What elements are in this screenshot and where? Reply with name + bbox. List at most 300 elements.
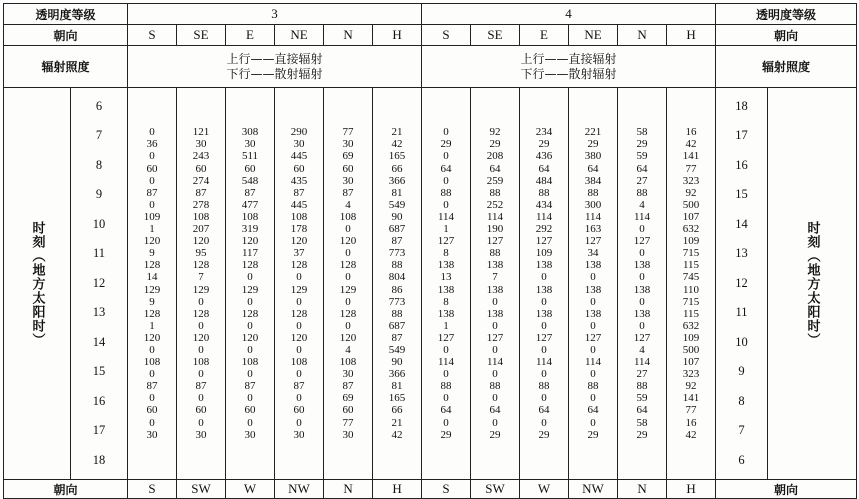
radiation-cell [128, 417, 176, 441]
radiation-cell [177, 247, 225, 271]
diffuse-value: 114 [486, 210, 504, 223]
radiation-cell [471, 392, 519, 416]
radiation-cell [667, 296, 715, 320]
radiation-cell [667, 417, 715, 441]
radiation-cell [275, 392, 323, 416]
radiation-cell [275, 320, 323, 344]
diffuse-value: 138 [584, 259, 602, 272]
diffuse-value: 114 [437, 210, 455, 223]
diffuse-value: 29 [636, 428, 648, 441]
diffuse-value: 88 [538, 380, 550, 393]
hour-right-cell: 15 [735, 187, 748, 202]
direct-value: 0 [590, 392, 596, 405]
diffuse-value: 120 [339, 235, 357, 248]
radiation-cell [226, 392, 274, 416]
diffuse-value: 64 [440, 162, 452, 175]
diffuse-value: 60 [244, 404, 256, 417]
radiation-cell [275, 417, 323, 441]
orientation-label-left: 朝向 [4, 25, 128, 46]
diffuse-value: 29 [489, 428, 501, 441]
direct-value: 16 [685, 416, 697, 429]
diffuse-value: 107 [682, 210, 700, 223]
hour-right-cell: 10 [735, 334, 748, 349]
data-row [4, 88, 857, 480]
radiation-cell [324, 417, 372, 441]
direct-value: 0 [541, 271, 547, 284]
radiation-cell [128, 320, 176, 344]
radiation-cell [471, 126, 519, 150]
direct-value: 0 [296, 392, 302, 405]
radiation-cell [520, 223, 568, 247]
column-l3-S [128, 88, 177, 480]
hour-right-cell: 6 [738, 452, 745, 467]
radiation-cell [128, 392, 176, 416]
direct-value: 7 [198, 271, 204, 284]
direct-value: 0 [296, 295, 302, 308]
column-l4-H [667, 88, 716, 480]
direct-value: 0 [541, 295, 547, 308]
direct-value: 0 [492, 295, 498, 308]
radiation-cell [128, 223, 176, 247]
direct-value: 445 [290, 198, 308, 211]
diffuse-value: 138 [633, 259, 651, 272]
diffuse-value: 129 [143, 283, 161, 296]
direct-value: 500 [682, 343, 700, 356]
radiation-cell [275, 368, 323, 392]
direct-value: 0 [639, 223, 645, 236]
radiation-cell [324, 392, 372, 416]
radiation-cell [520, 175, 568, 199]
radiation-cell [177, 344, 225, 368]
direct-value: 0 [590, 343, 596, 356]
radiation-cell [471, 344, 519, 368]
diffuse-value: 87 [195, 186, 207, 199]
diffuse-value: 30 [244, 138, 256, 151]
radiation-cell [177, 392, 225, 416]
diffuse-value: 87 [146, 380, 158, 393]
diffuse-value: 81 [391, 380, 403, 393]
diffuse-value: 60 [342, 162, 354, 175]
direct-value: 59 [636, 150, 648, 163]
direct-value: 0 [541, 343, 547, 356]
diffuse-value: 138 [633, 283, 651, 296]
diffuse-value: 29 [440, 138, 452, 151]
level-4-header: 4 [422, 4, 716, 25]
radiation-cell [324, 296, 372, 320]
direct-value: 190 [486, 223, 504, 236]
radiation-cell [471, 320, 519, 344]
radiation-cell [226, 344, 274, 368]
diffuse-value: 127 [437, 235, 455, 248]
diffuse-value: 138 [437, 307, 455, 320]
diffuse-value: 64 [440, 404, 452, 417]
radiation-cell [569, 271, 617, 295]
direct-value: 0 [296, 319, 302, 332]
diffuse-value: 29 [489, 138, 501, 151]
direct-value: 0 [345, 295, 351, 308]
diffuse-value: 29 [587, 428, 599, 441]
direct-value: 804 [388, 271, 406, 284]
direct-value: 745 [682, 271, 700, 284]
diffuse-value: 29 [636, 138, 648, 151]
orient-bottom-l4: SW [471, 480, 520, 499]
radiation-cell [667, 392, 715, 416]
diffuse-value: 120 [192, 331, 210, 344]
radiation-cell [226, 320, 274, 344]
radiation-cell [324, 271, 372, 295]
diffuse-value: 109 [143, 210, 161, 223]
radiation-label-right: 辐射照度 [716, 46, 857, 88]
diffuse-value: 77 [685, 162, 697, 175]
direct-value: 163 [584, 223, 602, 236]
radiation-cell [618, 247, 666, 271]
diffuse-value: 120 [143, 235, 161, 248]
hour-right-cell: 18 [735, 98, 748, 113]
direct-value: 366 [388, 174, 406, 187]
radiation-cell [128, 247, 176, 271]
radiation-cell [324, 223, 372, 247]
diffuse-value: 87 [244, 186, 256, 199]
direct-value: 0 [590, 368, 596, 381]
column-l4-E [520, 88, 569, 480]
direct-value: 4 [639, 343, 645, 356]
direct-value: 292 [535, 223, 553, 236]
radiation-cell [520, 392, 568, 416]
radiation-cell [177, 368, 225, 392]
direct-value: 308 [241, 126, 259, 139]
radiation-cell [667, 126, 715, 150]
radiation-cell [618, 223, 666, 247]
direct-value: 0 [149, 174, 155, 187]
column-l4-N [618, 88, 667, 480]
orient-bottom-l4: S [422, 480, 471, 499]
direct-value: 95 [195, 247, 207, 260]
direct-value: 30 [342, 174, 354, 187]
hour-right-cell: 11 [735, 305, 748, 320]
radiation-cell [373, 392, 421, 416]
direct-value: 4 [639, 198, 645, 211]
radiation-cell [226, 368, 274, 392]
direct-value: 4 [345, 343, 351, 356]
orient-top-l4: NE [569, 25, 618, 46]
radiation-cell [520, 126, 568, 150]
diffuse-value: 64 [636, 162, 648, 175]
diffuse-value: 120 [143, 331, 161, 344]
direct-value: 0 [443, 198, 449, 211]
radiation-cell [177, 417, 225, 441]
radiation-cell [373, 417, 421, 441]
radiation-cell [569, 175, 617, 199]
radiation-cell [618, 199, 666, 223]
direct-value: 549 [388, 343, 406, 356]
diffuse-value: 88 [391, 307, 403, 320]
radiation-cell [471, 271, 519, 295]
direct-value: 0 [492, 416, 498, 429]
diffuse-value: 60 [195, 404, 207, 417]
diffuse-value: 90 [391, 210, 403, 223]
diffuse-value: 30 [244, 428, 256, 441]
radiation-cell [177, 126, 225, 150]
direct-value: 0 [492, 392, 498, 405]
direct-value: 121 [192, 126, 210, 139]
diffuse-value: 108 [339, 356, 357, 369]
orientation-label-bottom-right: 朝向 [716, 480, 857, 499]
radiation-cell [667, 320, 715, 344]
direct-value: 0 [345, 319, 351, 332]
direct-value: 477 [241, 198, 259, 211]
hour-left-cell: 16 [92, 393, 106, 408]
radiation-cell [226, 150, 274, 174]
direct-value: 77 [342, 416, 354, 429]
diffuse-value: 128 [241, 259, 259, 272]
radiation-cell [324, 199, 372, 223]
radiation-cell [128, 344, 176, 368]
orient-bottom-l3: SW [177, 480, 226, 499]
diffuse-value: 86 [391, 283, 403, 296]
note-direct: 上行——直接辐射 [520, 51, 617, 66]
direct-value: 1 [443, 223, 449, 236]
radiation-cell [569, 417, 617, 441]
diffuse-value: 128 [339, 259, 357, 272]
direct-value: 549 [388, 198, 406, 211]
direct-value: 0 [247, 368, 253, 381]
direct-value: 37 [293, 247, 305, 260]
hour-left-cell: 7 [95, 128, 103, 143]
radiation-cell [422, 150, 470, 174]
direct-value: 252 [486, 198, 504, 211]
radiation-cell [569, 199, 617, 223]
direct-value: 117 [241, 247, 259, 260]
radiation-cell [618, 368, 666, 392]
diffuse-value: 30 [293, 428, 305, 441]
direct-value: 34 [587, 247, 599, 260]
direct-value: 274 [192, 174, 210, 187]
radiation-cell [324, 175, 372, 199]
radiation-cell [520, 417, 568, 441]
transparency-label-left: 透明度等级 [4, 4, 128, 25]
radiation-table-wrapper [3, 3, 857, 499]
direct-value: 773 [388, 247, 406, 260]
diffuse-value: 64 [489, 162, 501, 175]
direct-value: 7 [492, 271, 498, 284]
orient-top-l3: SE [177, 25, 226, 46]
diffuse-value: 60 [293, 404, 305, 417]
direct-value: 773 [388, 295, 406, 308]
orient-top-l3: E [226, 25, 275, 46]
direct-value: 715 [682, 295, 700, 308]
direct-value: 234 [535, 126, 553, 139]
radiation-cell [177, 296, 225, 320]
diffuse-value: 120 [241, 331, 259, 344]
radiation-cell [667, 271, 715, 295]
diffuse-value: 108 [241, 210, 259, 223]
direct-value: 30 [342, 368, 354, 381]
radiation-cell [373, 150, 421, 174]
direct-value: 484 [535, 174, 553, 187]
diffuse-value: 29 [538, 428, 550, 441]
diffuse-value: 120 [339, 331, 357, 344]
direct-value: 207 [192, 223, 210, 236]
diffuse-value: 138 [486, 283, 504, 296]
hour-left-cell: 17 [92, 423, 106, 438]
radiation-cell [667, 368, 715, 392]
hour-left-cell: 8 [95, 157, 103, 172]
direct-value: 69 [342, 392, 354, 405]
direct-value: 21 [391, 126, 403, 139]
hour-left-cell: 11 [92, 246, 106, 261]
diffuse-value: 114 [535, 356, 553, 369]
diffuse-value: 128 [339, 307, 357, 320]
diffuse-value: 115 [682, 307, 700, 320]
direct-value: 243 [192, 150, 210, 163]
diffuse-value: 120 [241, 235, 259, 248]
direct-value: 58 [636, 416, 648, 429]
radiation-cell [226, 126, 274, 150]
direct-value: 165 [388, 392, 406, 405]
hour-left-cell: 10 [92, 216, 106, 231]
diffuse-value: 114 [584, 210, 602, 223]
direct-value: 500 [682, 198, 700, 211]
direct-value: 0 [247, 271, 253, 284]
orient-bottom-l3: W [226, 480, 275, 499]
direct-value: 9 [149, 295, 155, 308]
radiation-cell [177, 271, 225, 295]
radiation-cell [520, 271, 568, 295]
direct-value: 632 [682, 223, 700, 236]
direct-value: 0 [149, 198, 155, 211]
direct-value: 9 [149, 247, 155, 260]
radiation-cell [422, 247, 470, 271]
radiation-cell [324, 150, 372, 174]
diffuse-value: 138 [584, 283, 602, 296]
direct-value: 8 [443, 247, 449, 260]
direct-value: 27 [636, 368, 648, 381]
hour-right-cell: 16 [735, 157, 748, 172]
direct-value: 0 [541, 416, 547, 429]
radiation-cell [667, 223, 715, 247]
diffuse-value: 88 [489, 380, 501, 393]
direct-value: 141 [682, 150, 700, 163]
direct-value: 435 [290, 174, 308, 187]
direct-value: 0 [492, 319, 498, 332]
radiation-cell [226, 417, 274, 441]
diffuse-value: 87 [342, 380, 354, 393]
direct-value: 8 [443, 295, 449, 308]
note-diffuse: 下行——散射辐射 [226, 66, 323, 81]
direct-value: 221 [584, 126, 602, 139]
radiation-cell [177, 223, 225, 247]
orient-bottom-l3: NW [275, 480, 324, 499]
direct-value: 0 [443, 416, 449, 429]
direct-value: 0 [198, 368, 204, 381]
radiation-cell [324, 368, 372, 392]
diffuse-value: 114 [584, 356, 602, 369]
diffuse-value: 66 [391, 404, 403, 417]
diffuse-value: 60 [293, 162, 305, 175]
diffuse-value: 128 [290, 307, 308, 320]
direct-value: 0 [247, 416, 253, 429]
radiation-cell [422, 126, 470, 150]
diffuse-value: 128 [192, 259, 210, 272]
direct-value: 0 [247, 319, 253, 332]
time-label-right: 时刻（地方太阳时） [768, 88, 857, 480]
diffuse-value: 88 [489, 186, 501, 199]
diffuse-value: 138 [437, 259, 455, 272]
orient-bottom-l3: S [128, 480, 177, 499]
diffuse-value: 138 [486, 307, 504, 320]
radiation-cell [422, 344, 470, 368]
direct-value: 58 [636, 126, 648, 139]
direct-value: 1 [149, 223, 155, 236]
diffuse-value: 60 [146, 162, 158, 175]
diffuse-value: 108 [290, 210, 308, 223]
direct-value: 208 [486, 150, 504, 163]
orientation-top-row [4, 25, 857, 46]
diffuse-value: 36 [146, 138, 158, 151]
column-l3-NE [275, 88, 324, 480]
direct-value: 0 [296, 368, 302, 381]
radiation-cell [177, 150, 225, 174]
radiation-cell [226, 175, 274, 199]
hour-right-cell: 7 [738, 423, 745, 438]
orient-bottom-l3: N [324, 480, 373, 499]
diffuse-value: 127 [535, 331, 553, 344]
radiation-cell [324, 247, 372, 271]
direct-value: 0 [247, 343, 253, 356]
direct-value: 511 [241, 150, 259, 163]
diffuse-value: 30 [293, 138, 305, 151]
radiation-cell [275, 344, 323, 368]
radiation-cell [520, 368, 568, 392]
hour-left-cell: 18 [92, 452, 106, 467]
diffuse-value: 108 [192, 356, 210, 369]
orient-bottom-l4: W [520, 480, 569, 499]
direct-value: 0 [198, 319, 204, 332]
diffuse-value: 138 [486, 259, 504, 272]
diffuse-value: 30 [195, 428, 207, 441]
direct-value: 0 [198, 392, 204, 405]
radiation-cell [226, 247, 274, 271]
diffuse-value: 87 [293, 186, 305, 199]
diffuse-value: 30 [342, 138, 354, 151]
diffuse-value: 87 [244, 380, 256, 393]
direct-value: 632 [682, 319, 700, 332]
direct-value: 0 [590, 295, 596, 308]
radiation-cell [226, 271, 274, 295]
radiation-cell [128, 199, 176, 223]
diffuse-value: 92 [685, 380, 697, 393]
diffuse-value: 114 [437, 356, 455, 369]
diffuse-value: 114 [486, 356, 504, 369]
direct-value: 380 [584, 150, 602, 163]
radiation-cell [422, 199, 470, 223]
diffuse-value: 88 [440, 380, 452, 393]
radiation-cell [569, 126, 617, 150]
radiation-cell [520, 320, 568, 344]
diffuse-value: 64 [636, 404, 648, 417]
diffuse-value: 87 [146, 186, 158, 199]
radiation-cell [618, 175, 666, 199]
direct-value: 4 [345, 198, 351, 211]
diffuse-value: 88 [587, 380, 599, 393]
diffuse-value: 88 [538, 186, 550, 199]
direct-value: 0 [443, 174, 449, 187]
diffuse-value: 127 [633, 235, 651, 248]
diffuse-value: 88 [587, 186, 599, 199]
hour-left-cell: 13 [92, 305, 106, 320]
direct-value: 0 [590, 319, 596, 332]
radiation-cell [373, 223, 421, 247]
